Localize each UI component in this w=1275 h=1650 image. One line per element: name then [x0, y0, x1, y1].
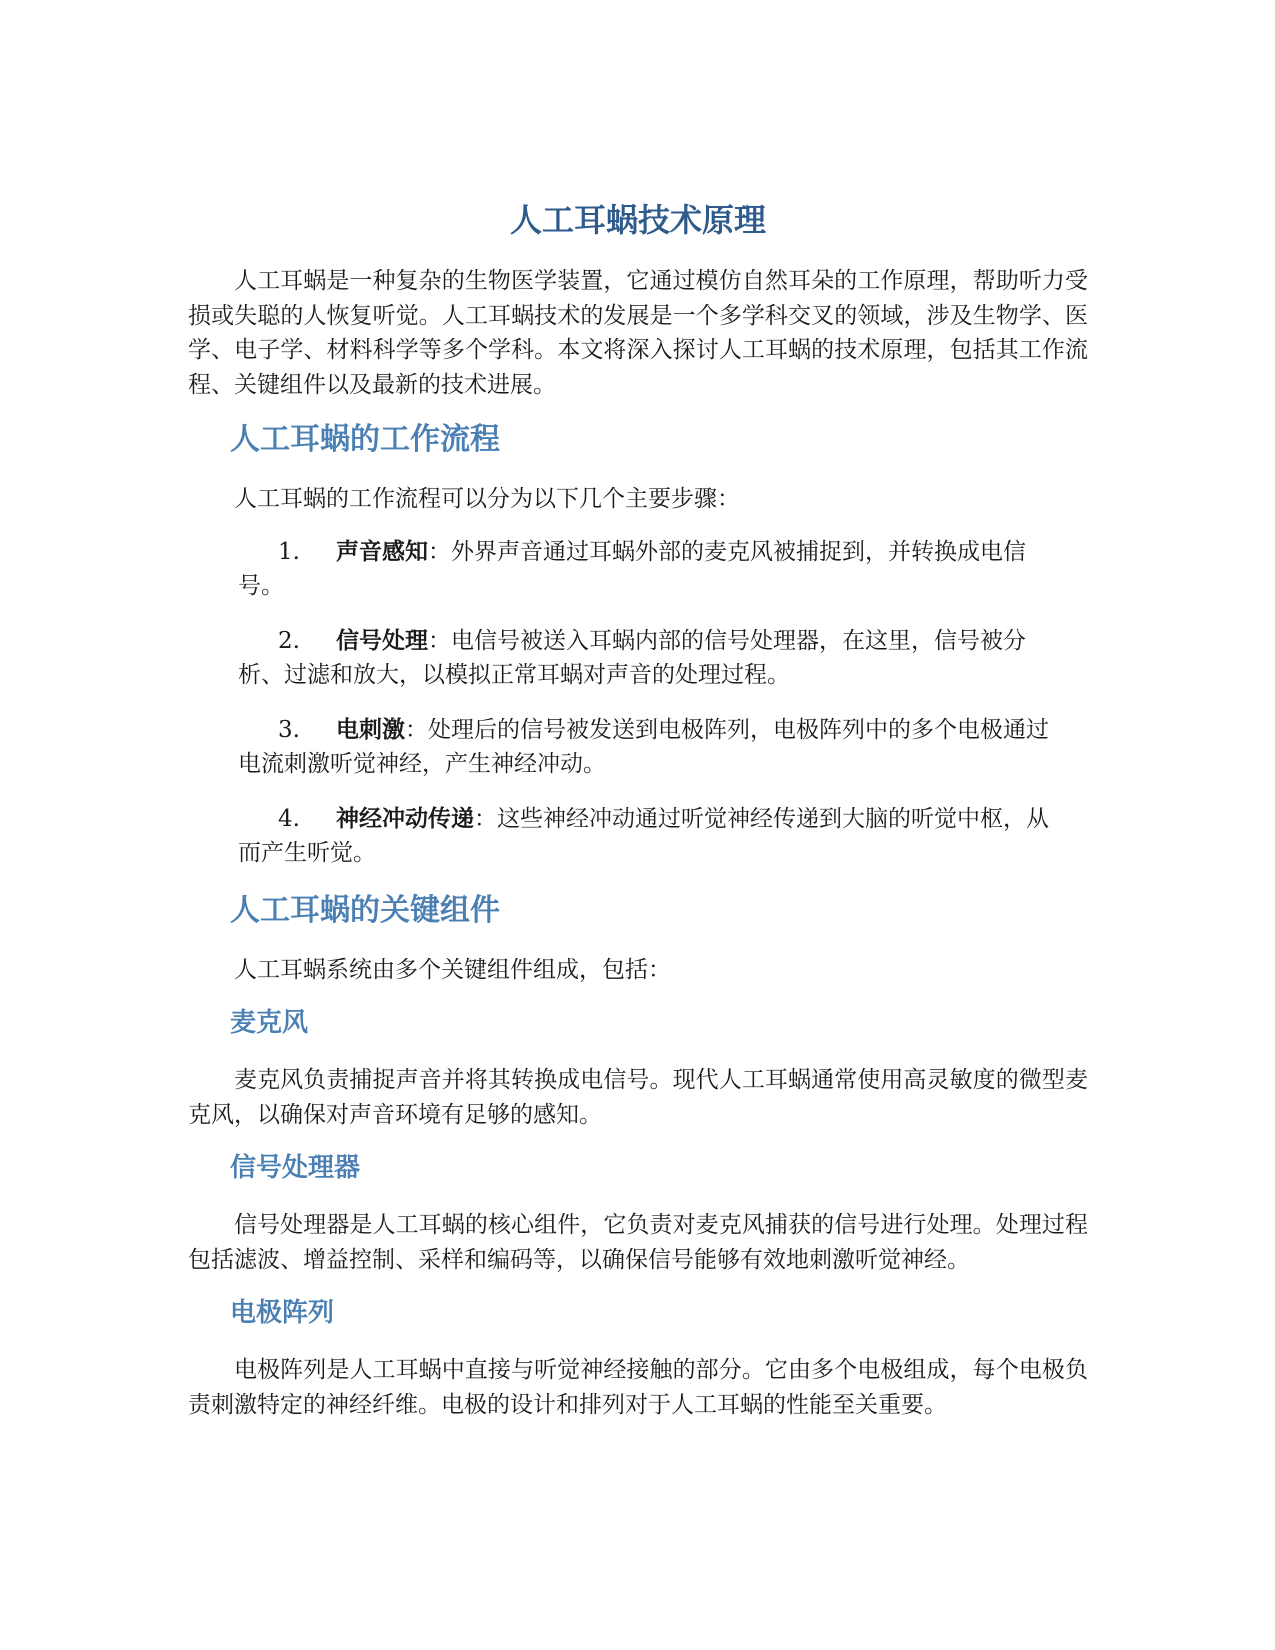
- electrodes-paragraph: 电极阵列是人工耳蜗中直接与听觉神经接触的部分。它由多个电极组成，每个电极负责刺激特定的神经纤维。电极的设计和排列对于人工耳蜗的性能至关重要。: [188, 1357, 1088, 1418]
- step-number: 3.: [278, 716, 300, 743]
- intro-paragraph: 人工耳蜗是一种复杂的生物医学装置，它通过模仿自然耳朵的工作原理，帮助听力受损或失聪的人恢复听觉。人工耳蜗技术的发展是一个多学科交叉的领域，涉及生物学、医学、电子学、材料科学等多个学科。本文将深入探讨人工耳蜗的技术原理，包括其工作流程、关键组件以及最新的技术进展。: [188, 268, 1088, 398]
- step-term: 电刺激: [336, 716, 405, 743]
- components-lead: 人工耳蜗系统由多个关键组件组成，包括：: [234, 956, 671, 983]
- list-item: [238, 624, 1058, 693]
- microphone-paragraph: 麦克风负责捕捉声音并将其转换成电信号。现代人工耳蜗通常使用高灵敏度的微型麦克风，以确保对声音环境有足够的感知。: [188, 1067, 1088, 1128]
- step-text: ：外界声音通过耳蜗外部的麦克风被捕捉到，并转换成电信号。: [238, 538, 1026, 599]
- workflow-steps-list: [188, 535, 1058, 871]
- step-text: ：处理后的信号被发送到电极阵列，电极阵列中的多个电极通过电流刺激听觉神经，产生神经冲动。: [238, 716, 1049, 777]
- electrodes-heading: 电极阵列: [230, 1298, 335, 1328]
- workflow-lead: 人工耳蜗的工作流程可以分为以下几个主要步骤：: [234, 486, 740, 512]
- step-number: 2.: [278, 627, 300, 654]
- step-number: 1.: [278, 538, 300, 565]
- list-item: [238, 802, 1058, 871]
- step-text: ：这些神经冲动通过听觉神经传递到大脑的听觉中枢，从而产生听觉。: [238, 805, 1049, 866]
- processor-paragraph: 信号处理器是人工耳蜗的核心组件，它负责对麦克风捕获的信号进行处理。处理过程包括滤波、增益控制、采样和编码等，以确保信号能够有效地刺激听觉神经。: [188, 1212, 1088, 1273]
- microphone-heading: 麦克风: [230, 1008, 309, 1038]
- workflow-heading: 人工耳蜗的工作流程: [230, 422, 500, 457]
- processor-heading: 信号处理器: [230, 1153, 361, 1183]
- list-item: [238, 535, 1058, 604]
- components-heading: 人工耳蜗的关键组件: [230, 892, 500, 928]
- document-content: [188, 196, 1088, 1440]
- step-term: 声音感知: [336, 538, 428, 565]
- document-title: 人工耳蜗技术原理: [509, 201, 766, 239]
- step-number: 4.: [278, 805, 300, 832]
- step-term: 神经冲动传递: [336, 805, 474, 832]
- step-term: 信号处理: [336, 627, 428, 654]
- step-text: ：电信号被送入耳蜗内部的信号处理器，在这里，信号被分析、过滤和放大，以模拟正常耳蜗对声音的处理过程。: [238, 627, 1026, 688]
- list-item: [238, 713, 1058, 782]
